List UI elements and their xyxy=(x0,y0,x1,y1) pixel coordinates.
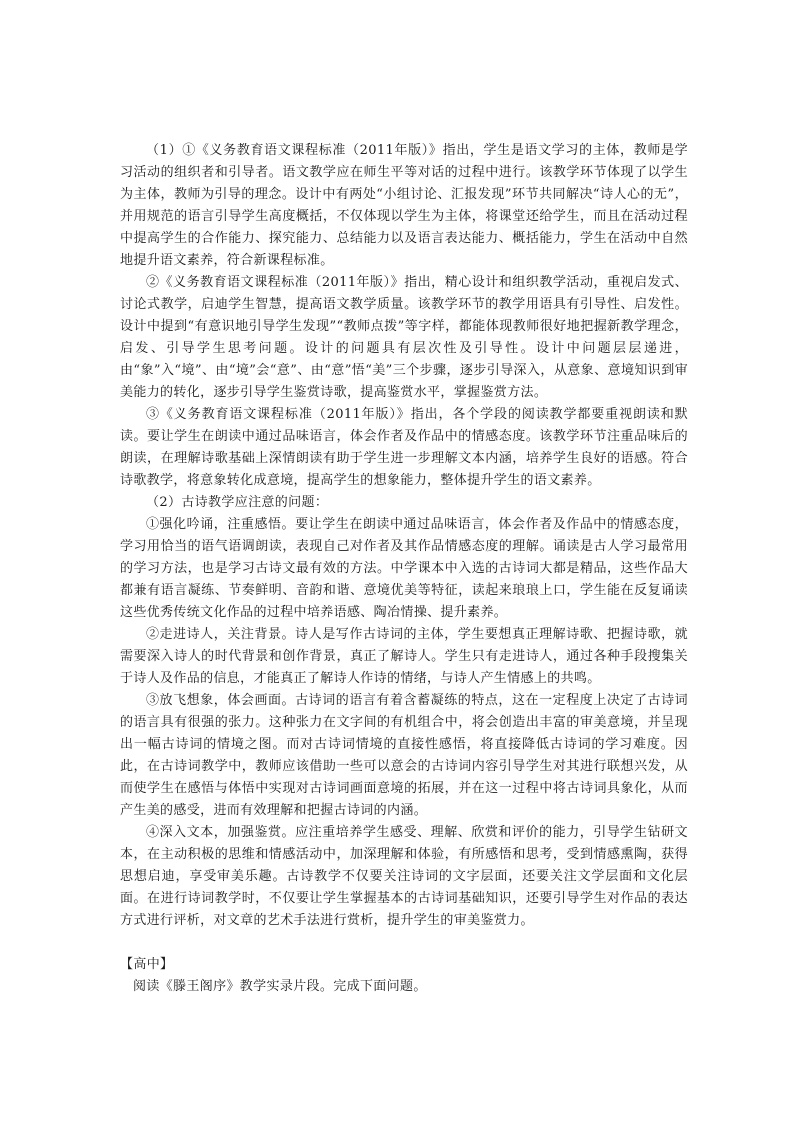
answer-part1-paragraph-1: （1）①《义务教育语文课程标准（2011年版）》指出，学生是语文学习的主体，教师是学习活动的组织者和引导者。语文教学应在师生平等对话的过程中进行。该教学环节体现了以学生为主体，教师为引导的理念。设计中有两处“小组讨论、汇报发现”环节共同解决“诗人心的无”，并用规范的语言引导学生高度概括，不仅体现以学生为主体，将课堂还给学生，而且在活动过程中提高学生的合作能力、探究能力、总结能力以及语言表达能力、概括能力，学生在活动中自然地提升语文素养，符合新课程标准。 xyxy=(120,143,688,268)
answer-part2-heading: （2）古诗教学应注意的问题： xyxy=(146,495,329,510)
answer-part2-paragraph-2: ②走进诗人，关注背景。诗人是写作古诗词的主体，学生要想真正理解诗歌、把握诗歌，就需要深入诗人的时代背景和创作背景，真正了解诗人。学生只有走进诗人，通过各种手段搜集关于诗人及作品的信息，才能真正了解诗人作诗的情绪，与诗人产生情感上的共鸣。 xyxy=(120,627,688,686)
section-label-high-school: 【高中】 xyxy=(120,957,174,972)
answer-part1-paragraph-3: ③《义务教育语文课程标准（2011年版）》指出，各个学段的阅读教学都要重视朗读和默读。要让学生在朗读中通过品味语言，体会作者及作品中的情感态度。该教学环节注重品味后的朗读，在理解诗歌基础上深情朗读有助于学生进一步理解文本内涵，培养学生良好的语感。符合诗歌教学，将意象转化成意境，提高学生的想象能力，整体提升学生的语文素养。 xyxy=(120,407,688,488)
section-spacer xyxy=(120,932,688,954)
answer-part1-paragraph-2: ②《义务教育语文课程标准（2011年版）》指出，精心设计和组织教学活动，重视启发式、讨论式教学，启迪学生智慧，提高语文教学质量。该教学环节的教学用语具有引导性、启发性。设计中提到“有意识地引导学生发现”“教师点拨”等字样，都能体现教师很好地把握新教学理念，启发、引导学生思考问题。设计的问题具有层次性及引导性。设计中问题层层递进，由“象”入“境”、由“境”会“意”、由“意”悟“美”三个步骤，逐步引导深入，从意象、意境知识到审美能力的转化，逐步引导学生鉴赏诗歌，提高鉴赏水平，掌握鉴赏方法。 xyxy=(120,275,688,400)
answer-part2-paragraph-3: ③放飞想象，体会画面。古诗词的语言有着含蓄凝练的特点，这在一定程度上决定了古诗词的语言具有很强的张力。这种张力在文字间的有机组合中，将会创造出丰富的审美意境，并呈现出一幅古诗词的情境之图。而对古诗词情境的直接性感悟，将直接降低古诗词的学习难度。因此，在古诗词教学中，教师应该借助一些可以意会的古诗词内容引导学生对其进行联想兴发，从而使学生在感悟与体悟中实现对古诗词画面意境的拓展，并在这一过程中将古诗词具象化，从而产生美的感受，进而有效理解和把握古诗词的内涵。 xyxy=(120,693,688,818)
document-body xyxy=(120,140,688,998)
answer-part2-paragraph-4: ④深入文本，加强鉴赏。应注重培养学生感受、理解、欣赏和评价的能力，引导学生钻研文本，在主动积极的思维和情感活动中，加深理解和体验，有所感悟和思考，受到情感熏陶，获得思想启迪，享受审美乐趣。古诗教学不仅要关注诗词的文字层面，还要关注文学层面和文化层面。在进行诗词教学时，不仅要让学生掌握基本的古诗词基础知识，还要引导学生对作品的表达方式进行评析，对文章的艺术手法进行赏析，提升学生的审美鉴赏力。 xyxy=(120,825,688,928)
question-intro: 阅读《滕王阁序》教学实录片段。完成下面问题。 xyxy=(133,979,427,994)
answer-part2-paragraph-1: ①强化吟诵，注重感悟。要让学生在朗读中通过品味语言，体会作者及作品中的情感态度，学习用恰当的语气语调朗读，表现自己对作者及其作品情感态度的理解。诵读是古人学习最常用的学习方法，也是学习古诗文最有效的方法。中学课本中入选的古诗词大都是精品，这些作品大都兼有语言凝练、节奏鲜明、音韵和谐、意境优美等特征，读起来琅琅上口，学生能在反复诵读这些优秀传统文化作品的过程中培养语感、陶冶情操、提升素养。 xyxy=(120,517,688,620)
